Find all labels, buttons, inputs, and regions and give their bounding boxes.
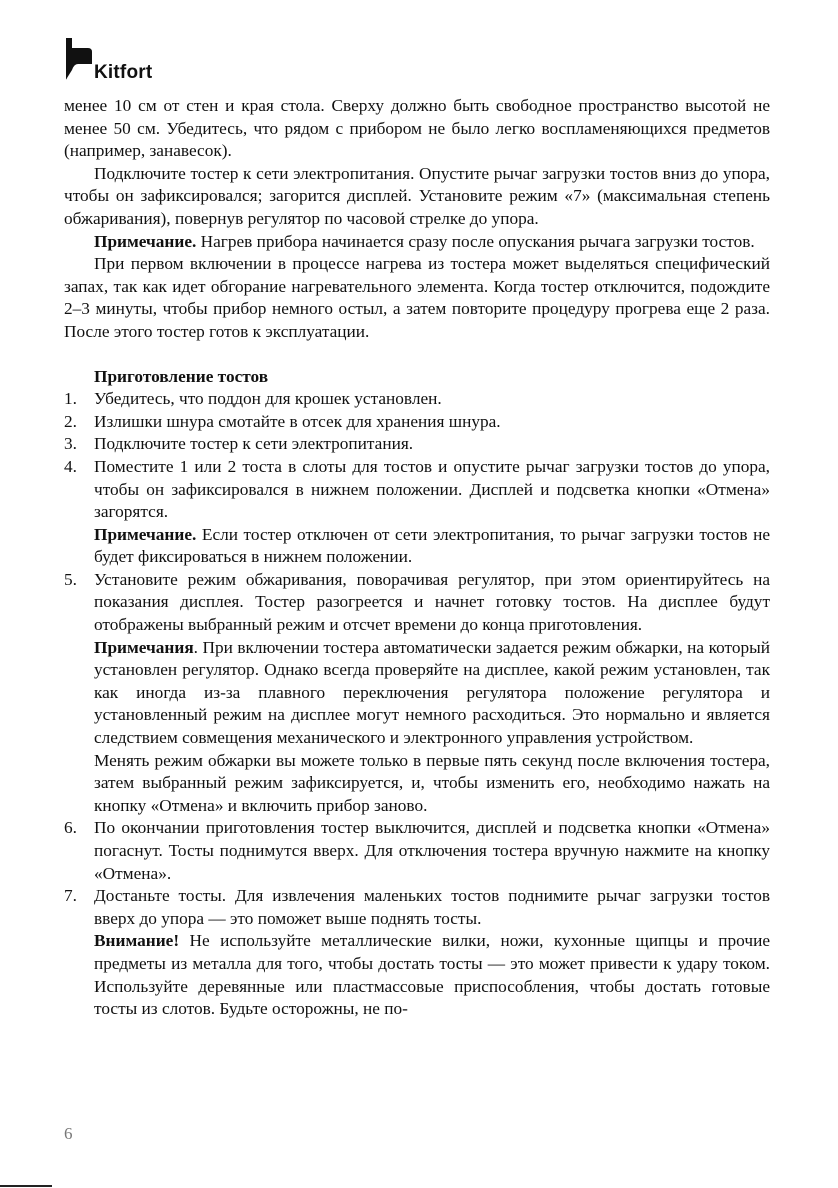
list-item bbox=[64, 411, 770, 434]
note-label: Примечания bbox=[94, 637, 194, 657]
step-number: 2. bbox=[64, 411, 77, 431]
kitfort-logo-mark-icon bbox=[64, 38, 94, 84]
step-number: 6. bbox=[64, 818, 77, 838]
note-label: Внимание! bbox=[94, 931, 180, 951]
list-item bbox=[64, 569, 770, 818]
section-title: Приготовление тостов bbox=[94, 366, 269, 386]
step-text: Излишки шнура смотайте в отсек для хранения шнура. bbox=[94, 411, 501, 431]
step-note bbox=[94, 930, 770, 1020]
note-text: Нагрев прибора начинается сразу после опускания рычага загрузки тостов. bbox=[196, 231, 755, 251]
page-number: 6 bbox=[64, 1124, 73, 1143]
intro-paragraph-1: менее 10 см от стен и края стола. Сверху должно быть свободное пространство высотой не менее 50 см. Убедитесь, что рядом с прибором не было легко воспламеняющихся предметов (например, занавесок). bbox=[64, 96, 770, 161]
step-text: Достаньте тосты. Для извлечения маленьких тостов поднимите рычаг загрузки тостов вверх до упора — это поможет выше поднять тосты. bbox=[94, 886, 770, 928]
step-text: Подключите тостер к сети электропитания. bbox=[94, 434, 414, 454]
intro-paragraph-4: При первом включении в процессе нагрева из тостера может выделяться специфический запах, так как идет обгорание нагревательного элемента. Когда тостер отключится, подождите 2–3 минуты, чтобы прибор немного остыл, а затем повторите процедуру прогрева еще 2 раза. После этого тостер готов к эксплуатации. bbox=[64, 254, 770, 341]
step-number: 7. bbox=[64, 886, 77, 906]
step-text: По окончании приготовления тостер выключится, дисплей и подсветка кнопки «Отмена» погаснут. Тосты поднимутся вверх. Для отключения тостера вручную нажмите на кнопку «Отмена». bbox=[94, 818, 770, 883]
step-text: Поместите 1 или 2 тоста в слоты для тостов и опустите рычаг загрузки тостов до упора, чтобы он зафиксировался в нижнем положении. Дисплей и подсветка кнопки «Отмена» загорятся. bbox=[94, 456, 770, 522]
footer-rule bbox=[0, 1185, 52, 1187]
section-gap bbox=[64, 344, 770, 366]
steps-list bbox=[64, 388, 770, 1021]
step-number: 5. bbox=[64, 569, 77, 589]
note-text: . При включении тостера автоматически задается режим обжарки, на который установлен регулятор. Однако всегда проверяйте на дисплее, какой режим установлен, так как иногда из-за плавного переключения регулятора положение регулятора и установленный режим на дисплее могут немного расходиться. Это нормально и является следствием совмещения механического и электронного управления устройством. bbox=[94, 637, 770, 748]
brand-name: Kitfort bbox=[94, 62, 153, 83]
note-text: Не используйте металлические вилки, ножи, кухонные щипцы и прочие предметы из металла для того, чтобы достать тосты — это может привести к удару током. Используйте деревянные или пластмассовые приспособления, чтобы достать готовые тосты из слотов. Будьте осторожны, не по- bbox=[94, 931, 770, 1019]
note-label: Примечание. bbox=[94, 524, 197, 544]
manual-page-content bbox=[64, 95, 770, 1021]
note-label: Примечание. bbox=[94, 231, 197, 251]
step-number: 4. bbox=[64, 456, 77, 476]
step-number: 1. bbox=[64, 389, 77, 409]
intro-paragraph-2: Подключите тостер к сети электропитания. Опустите рычаг загрузки тостов вниз до упора, чтобы он зафиксировался; загорится дисплей. Установите режим «7» (максимальная степень обжаривания), повернув регулятор по часовой стрелке до упора. bbox=[64, 163, 770, 228]
intro-note bbox=[64, 231, 770, 254]
step-extra: Менять режим обжарки вы можете только в первые пять секунд после включения тостера, затем выбранный режим зафиксируется, и, чтобы изменить его, необходимо нажать на кнопку «Отмена» и включить прибор заново. bbox=[94, 750, 770, 815]
step-note bbox=[94, 524, 770, 569]
list-item bbox=[64, 388, 770, 411]
step-text: Убедитесь, что поддон для крошек установлен. bbox=[94, 389, 442, 409]
list-item bbox=[64, 456, 770, 569]
list-item bbox=[64, 885, 770, 1021]
step-note bbox=[94, 637, 770, 750]
list-item bbox=[64, 433, 770, 456]
step-text: Установите режим обжаривания, поворачивая регулятор, при этом ориентируйтесь на показания дисплея. Тостер разогреется и начнет готовку тостов. На дисплее будут отображены выбранный режим и отсчет времени до конца приготовления. bbox=[94, 569, 770, 635]
list-item bbox=[64, 817, 770, 885]
step-number: 3. bbox=[64, 434, 77, 454]
note-text: Если тостер отключен от сети электропитания, то рычаг загрузки тостов не будет фиксироваться в нижнем положении. bbox=[94, 524, 770, 567]
